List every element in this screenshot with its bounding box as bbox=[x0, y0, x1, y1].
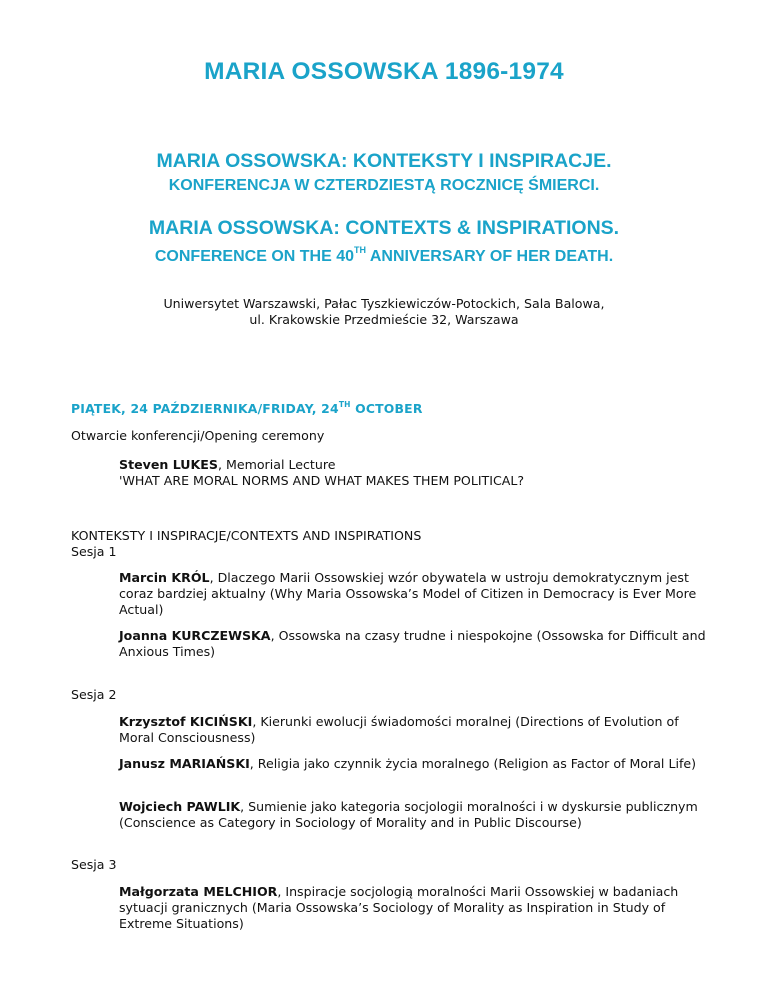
talk-entry: Joanna KURCZEWSKA, Ossowska na czasy trudne i niespokojne (Ossowska for Difficult and Anxious Times) bbox=[119, 628, 706, 659]
talk-entry: Janusz MARIAŃSKI, Religia jako czynnik życia moralnego (Religion as Factor of Moral Life) bbox=[119, 756, 697, 771]
opening-label: Otwarcie konferencji/Opening ceremony bbox=[71, 428, 325, 443]
session-label: Sesja 3 bbox=[71, 857, 117, 872]
speaker-name: Małgorzata MELCHIOR bbox=[119, 884, 278, 899]
session-label: Sesja 1 bbox=[71, 544, 117, 559]
english-conference-title: MARIA OSSOWSKA: CONTEXTS & INSPIRATIONS. bbox=[148, 217, 620, 239]
section-heading: KONTEKSTY I INSPIRACJE/CONTEXTS AND INSPIRATIONS Sesja 1 bbox=[71, 528, 711, 560]
venue-address bbox=[0, 296, 768, 328]
speaker-name: Steven LUKES bbox=[119, 457, 218, 472]
speaker-name: Wojciech PAWLIK bbox=[119, 799, 241, 814]
day-heading: PIĄTEK, 24 PAŹDZIERNIKA/FRIDAY, 24TH OCTOBER bbox=[71, 400, 423, 416]
session-label: Sesja 2 bbox=[71, 687, 117, 702]
speaker-name: Krzysztof KICIŃSKI bbox=[119, 714, 253, 729]
english-conference-subtitle: CONFERENCE ON THE 40TH ANNIVERSARY OF HER DEATH. bbox=[154, 245, 614, 265]
venue-line-2: ul. Krakowskie Przedmieście 32, Warszawa bbox=[249, 312, 519, 327]
talk-entry: Małgorzata MELCHIOR, Inspiracje socjologią moralności Marii Ossowskiej w badaniach sytuacji granicznych (Maria Ossowska’s Sociology of Morality as Inspiration in Study of Extreme Situations) bbox=[119, 884, 679, 931]
speaker-name: Marcin KRÓL bbox=[119, 570, 210, 585]
lecture-title: 'WHAT ARE MORAL NORMS AND WHAT MAKES THEM POLITICAL? bbox=[119, 473, 525, 488]
venue-line-1: Uniwersytet Warszawski, Pałac Tyszkiewiczów-Potockich, Sala Balowa, bbox=[163, 296, 605, 311]
speaker-name: Joanna KURCZEWSKA bbox=[119, 628, 271, 643]
talk-entry: Wojciech PAWLIK, Sumienie jako kategoria socjologii moralności i w dyskursie publicznym (Conscience as Category in Sociology of Morality and in Public Discourse) bbox=[119, 799, 698, 830]
talk-entry: Krzysztof KICIŃSKI, Kierunki ewolucji świadomości moralnej (Directions of Evolution of Moral Consciousness) bbox=[119, 714, 679, 745]
main-title: MARIA OSSOWSKA 1896-1974 bbox=[204, 58, 564, 85]
polish-conference-subtitle: KONFERENCJA W CZTERDZIESTĄ ROCZNICĘ ŚMIERCI. bbox=[168, 177, 600, 194]
polish-conference-title: MARIA OSSOWSKA: KONTEKSTY I INSPIRACJE. bbox=[156, 150, 612, 172]
speaker-name: Janusz MARIAŃSKI bbox=[119, 756, 250, 771]
opening-lecture: Steven LUKES, Memorial Lecture 'WHAT ARE MORAL NORMS AND WHAT MAKES THEM POLITICAL? bbox=[119, 457, 709, 489]
talk-entry: Marcin KRÓL, Dlaczego Marii Ossowskiej wzór obywatela w ustroju demokratycznym jest coraz bardziej aktualny (Why Maria Ossowska’s Model of Citizen in Democracy is Ever More Actual) bbox=[119, 570, 697, 617]
